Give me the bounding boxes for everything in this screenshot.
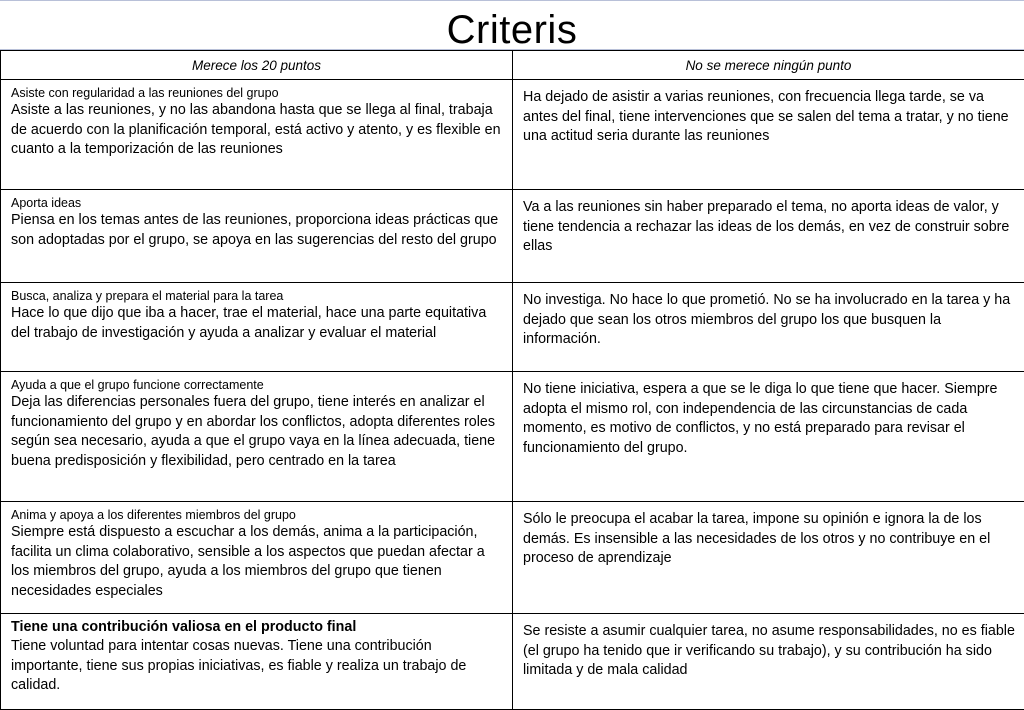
not-deserves-text: Va a las reuniones sin haber preparado el tema, no aporta ideas de valor, y tiene tendencia a rechazar las ideas de los demás, en vez de construir sobre ellas bbox=[523, 198, 1017, 257]
not-deserves-text: Ha dejado de asistir a varias reuniones, con frecuencia llega tarde, se va antes del final, tiene intervenciones que se salen del tema a tratar, y no tiene una actitud seria durante las reuniones bbox=[523, 88, 1017, 147]
deserves-text: Siempre está dispuesto a escuchar a los demás, anima a la participación, facilita un clima colaborativo, sensible a los aspectos que puedan afectar a los miembros del grupo, ayuda a los miembros del grupo que tienen necesidades especiales bbox=[11, 523, 505, 601]
not-deserves-cell bbox=[513, 283, 1024, 372]
table-row bbox=[1, 502, 1024, 614]
criterion-title: Ayuda a que el grupo funcione correctamente bbox=[11, 377, 505, 393]
criterion-title: Aporta ideas bbox=[11, 195, 505, 211]
not-deserves-cell bbox=[513, 372, 1024, 502]
deserves-cell bbox=[1, 614, 513, 710]
criterion-title: Asiste con regularidad a las reuniones del grupo bbox=[11, 85, 505, 101]
table-row bbox=[1, 283, 1024, 372]
column-header-deserves: Merece los 20 puntos bbox=[1, 51, 513, 80]
deserves-cell bbox=[1, 190, 513, 283]
table-row bbox=[1, 372, 1024, 502]
column-header-not-deserves: No se merece ningún punto bbox=[513, 51, 1024, 80]
deserves-cell bbox=[1, 283, 513, 372]
deserves-text: Asiste a las reuniones, y no las abandona hasta que se llega al final, trabaja de acuerdo con la planificación temporal, está activo y atento, y es flexible en cuanto a la temporización de las reuniones bbox=[11, 101, 505, 160]
criterion-title: Anima y apoya a los diferentes miembros del grupo bbox=[11, 507, 505, 523]
table-row bbox=[1, 80, 1024, 190]
table-row bbox=[1, 190, 1024, 283]
title-bar bbox=[0, 0, 1024, 50]
table-row bbox=[1, 614, 1024, 710]
not-deserves-cell bbox=[513, 502, 1024, 614]
not-deserves-text: Se resiste a asumir cualquier tarea, no asume responsabilidades, no es fiable (el grupo ha tenido que ir verificando su trabajo), y su contribución ha sido limitada y de mala calidad bbox=[523, 622, 1017, 681]
deserves-text: Piensa en los temas antes de las reuniones, proporciona ideas prácticas que son adoptadas por el grupo, se apoya en las sugerencias del resto del grupo bbox=[11, 211, 505, 250]
page-title: Criteris bbox=[0, 1, 1024, 59]
not-deserves-cell bbox=[513, 190, 1024, 283]
not-deserves-cell bbox=[513, 80, 1024, 190]
deserves-text: Hace lo que dijo que iba a hacer, trae el material, hace una parte equitativa del trabajo de investigación y ayuda a analizar y evaluar el material bbox=[11, 304, 505, 343]
deserves-cell bbox=[1, 502, 513, 614]
deserves-cell bbox=[1, 80, 513, 190]
not-deserves-text: No investiga. No hace lo que prometió. No se ha involucrado en la tarea y ha dejado que sean los otros miembros del grupo los que busquen la información. bbox=[523, 291, 1017, 350]
criterion-title: Busca, analiza y prepara el material para la tarea bbox=[11, 288, 505, 304]
criterion-title: Tiene una contribución valiosa en el producto final bbox=[11, 618, 505, 637]
deserves-cell bbox=[1, 372, 513, 502]
not-deserves-cell bbox=[513, 614, 1024, 710]
table-header-row bbox=[1, 51, 1024, 80]
not-deserves-text: Sólo le preocupa el acabar la tarea, impone su opinión e ignora la de los demás. Es insensible a las necesidades de los otros y no contribuye en el proceso de aprendizaje bbox=[523, 510, 1017, 569]
deserves-text: Tiene voluntad para intentar cosas nuevas. Tiene una contribución importante, tiene sus propias iniciativas, es fiable y realiza un trabajo de calidad. bbox=[11, 637, 505, 696]
deserves-text: Deja las diferencias personales fuera del grupo, tiene interés en analizar el funcionamiento del grupo y en abordar los conflictos, adopta diferentes roles según sea necesario, ayuda a que el grupo vaya en la línea adecuada, tiene buena predisposición y flexibilidad, pero centrado en la tarea bbox=[11, 393, 505, 471]
not-deserves-text: No tiene iniciativa, espera a que se le diga lo que tiene que hacer. Siempre adopta el mismo rol, con independencia de las circunstancias de cada momento, es motivo de conflictos, y no está preparado para revisar el funcionamiento del grupo. bbox=[523, 380, 1017, 458]
criteria-table bbox=[0, 50, 1024, 710]
